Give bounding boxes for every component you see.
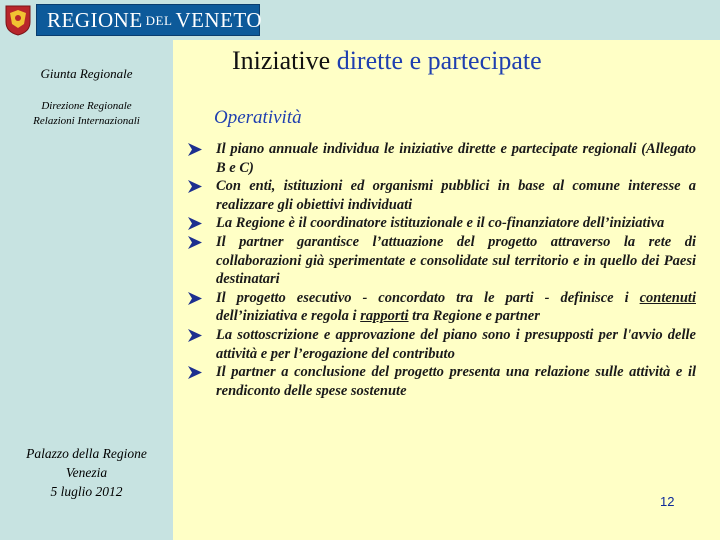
- brand-name-word: VENETO: [175, 7, 263, 32]
- department-label: [0, 99, 173, 129]
- location-date: [0, 444, 173, 501]
- bullet-item: [188, 233, 696, 289]
- bullet-text-mid: dell’iniziativa e regola i: [216, 308, 361, 325]
- bullet-text: Con enti, istituzioni ed organismi pubblici in base al comune interesse a realizzare gli obiettivi individuati: [216, 178, 696, 213]
- underlined-term: rapporti: [360, 308, 409, 325]
- bullet-item: [188, 140, 696, 177]
- bullet-item: [188, 214, 696, 233]
- brand-region-word: REGIONE: [47, 7, 143, 32]
- arrow-bullet-icon: [188, 217, 202, 230]
- arrow-bullet-icon: [188, 236, 202, 249]
- arrow-bullet-icon: [188, 366, 202, 379]
- footer-line-1: Palazzo della Regione: [26, 446, 147, 461]
- bullet-item: [188, 326, 696, 363]
- bullet-list: [188, 140, 696, 400]
- title-part-1: Iniziative: [232, 46, 331, 75]
- bullet-text-post: tra Regione e partner: [408, 308, 540, 325]
- org-name: Giunta Regionale: [40, 66, 133, 81]
- arrow-bullet-icon: [188, 180, 202, 193]
- bullet-item: [188, 177, 696, 214]
- bullet-item: [188, 289, 696, 326]
- title-part-2: dirette e partecipate: [336, 46, 542, 75]
- bullet-text: Il piano annuale individua le iniziative dirette e partecipate regionali (Allegato B e C): [216, 141, 696, 176]
- arrow-bullet-icon: [188, 143, 202, 156]
- bullet-text-pre: Il progetto esecutivo - concordato tra le parti - definisce i: [216, 289, 640, 306]
- footer-line-2: Venezia: [65, 465, 108, 480]
- slide-subtitle: Operatività: [214, 107, 302, 128]
- region-logo: [0, 3, 262, 37]
- bullet-text: Il partner garantisce l’attuazione del progetto attraverso la rete di collaborazioni già sperimentate e consolidate sul territorio e in quello dei Paesi destinatari: [216, 233, 696, 288]
- bullet-item: [188, 363, 696, 400]
- brand-connector: DEL: [145, 13, 173, 28]
- footer-line-3: 5 luglio 2012: [50, 484, 123, 499]
- slide-title: [232, 46, 542, 76]
- bullet-text: La sottoscrizione e approvazione del piano sono i presupposti per l'avvio delle attività e per l’erogazione del contributo: [216, 326, 696, 362]
- bullet-text: La Regione è il coordinatore istituzionale e il co-finanziatore dell’iniziativa: [216, 215, 665, 232]
- department-line-1: Direzione Regionale: [41, 100, 132, 112]
- brand-wordmark: [36, 4, 263, 36]
- regional-crest-icon: [2, 4, 34, 36]
- bullet-text: Il partner a conclusione del progetto presenta una relazione sulle attività e il rendiconto delle spese sostenute: [216, 364, 696, 399]
- arrow-bullet-icon: [188, 329, 202, 342]
- department-line-2: Relazioni Internazionali: [33, 115, 140, 127]
- page-number: 12: [660, 494, 675, 509]
- arrow-bullet-icon: [188, 292, 202, 305]
- underlined-term: contenuti: [639, 289, 696, 306]
